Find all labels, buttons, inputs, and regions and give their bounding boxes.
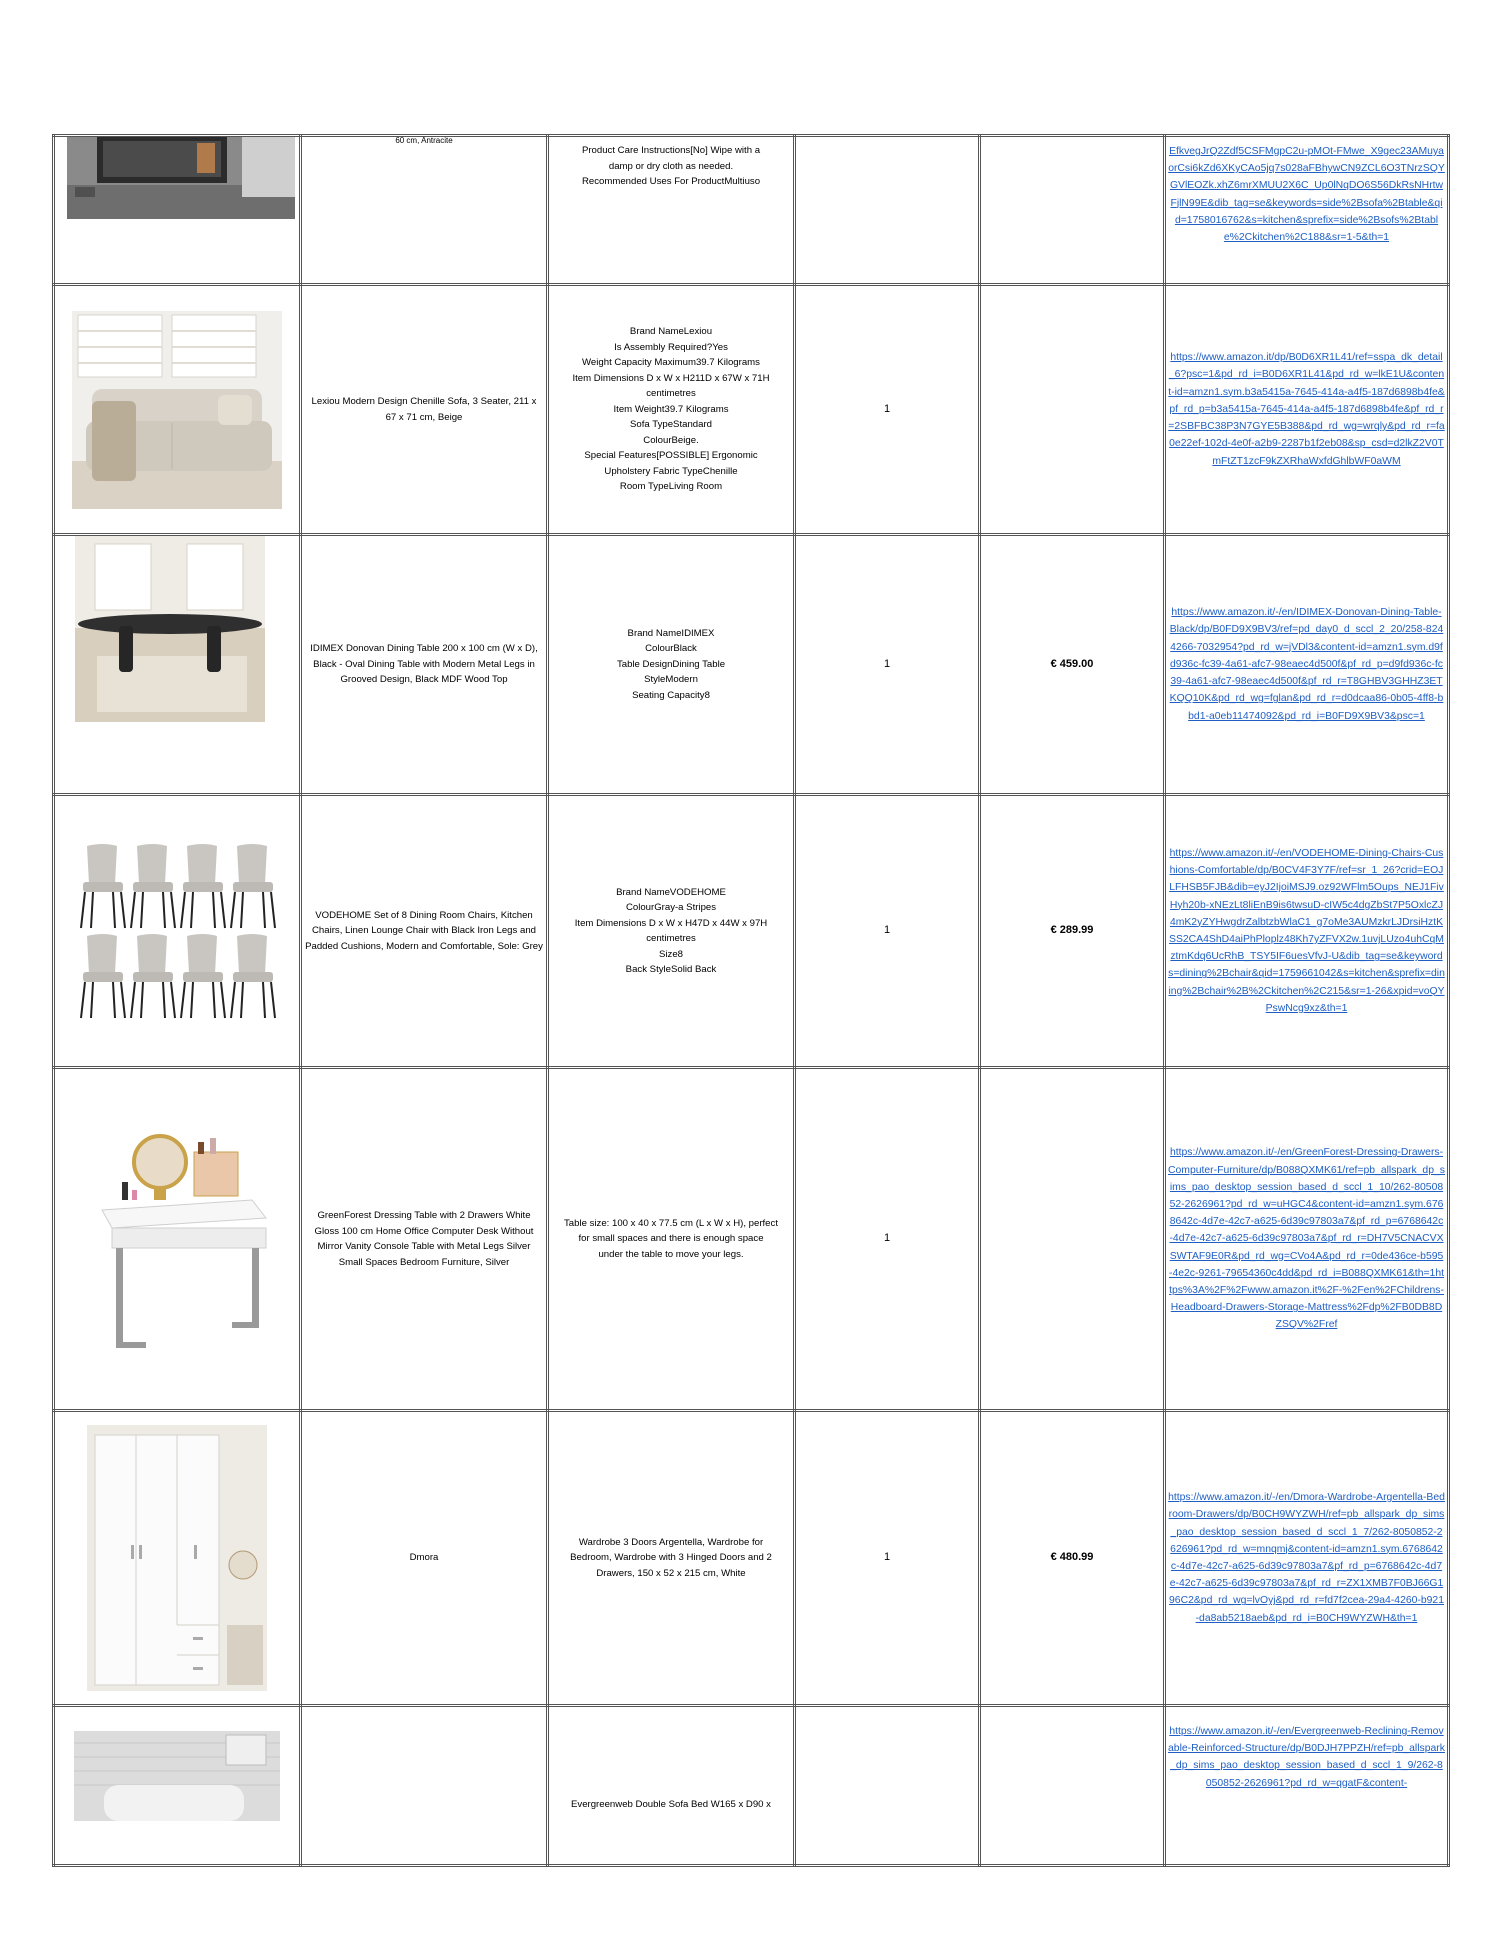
table-row bbox=[54, 795, 1449, 1068]
dining-table-photo bbox=[75, 536, 265, 722]
table-row bbox=[54, 1706, 1449, 1866]
product-sheet bbox=[52, 134, 1447, 1810]
product-image-cell bbox=[54, 1411, 301, 1706]
product-price: € 289.99 bbox=[980, 795, 1165, 1068]
product-image-cell bbox=[54, 795, 301, 1068]
wardrobe-photo bbox=[87, 1425, 267, 1691]
beige-sofa-photo bbox=[72, 311, 282, 509]
product-image-cell bbox=[54, 136, 301, 285]
table-row bbox=[54, 1068, 1449, 1411]
product-link-cell bbox=[1165, 1411, 1449, 1706]
table-row bbox=[54, 535, 1449, 795]
product-link-cell bbox=[1165, 535, 1449, 795]
table-row bbox=[54, 1411, 1449, 1706]
product-link[interactable]: https://www.amazon.it/-/en/Evergreenweb-Reclining-Removable-Reinforced-Structure/dp/B0DJH7PPZH/ref=pb_allspark_dp_sims_pao_desktop_session_based_d_sccl_1_9/262-8050852-2626961?pd_rd_w=qgatF&content- bbox=[1168, 1726, 1445, 1789]
product-link[interactable]: EfkvegJrQ2Zdf5CSFMgpC2u-pMOt-FMwe_X9gec23AMuyaorCsi6kZd6XKyCAo5jq7s028aFBhywCN9ZCL6O3TNrzSQYGVlEOZk.xhZ6mrXMUU2X6C_Up0lNqDO6S56DkRsNHrtwFjlN99E&dib_tag=se&keywords=side%2Bsofa%2Btable&qid=1758016762&s=kitchen&sprefix=side%2Bsofs%2Btable%2Ckitchen%2C188&sr=1-5&th=1 bbox=[1168, 146, 1445, 244]
sofa-bed-photo bbox=[74, 1731, 280, 1821]
product-price: € 480.99 bbox=[980, 1411, 1165, 1706]
product-table bbox=[52, 134, 1450, 1867]
product-quantity: 1 bbox=[795, 795, 980, 1068]
product-description: 60 cm, Antracite bbox=[301, 136, 548, 285]
product-link[interactable]: https://www.amazon.it/-/en/VODEHOME-Dining-Chairs-Cushions-Comfortable/dp/B0CV4F3Y7F/ref=sr_1_26?crid=EOJLFHSB5FJB&dib=eyJ2IjoiMSJ9.oz92WFlm5Oups_NEJ1FivHyh20b-xNEzLt8liEnB9is6twsuD-cIW5c4dgZbSt7P5OxlcZJ4mK2yZYHwgdrZalbtzbWlaC1_g7oMe3AUMzkrLJDrsiHztKSS2CA4ShD4aiPhPloplz48Kh7yZFVX2w.1uvjLUzo4uhCqMztmKdq6UcRhB_TSY5IF6uesVfvJ-U&dib_tag=se&keywords=dining%2Bchair&qid=1759661042&s=kitchen&sprefix=dining%2Bchair%2B%2Ckitchen%2C215&sr=1-26&xpid=voQYPswNcg9xz&th=1 bbox=[1168, 847, 1445, 1014]
product-link[interactable]: https://www.amazon.it/-/en/IDIMEX-Donovan-Dining-Table-Black/dp/B0FD9X9BV3/ref=pd_day0_d_sccl_2_20/258-8244266-7032954?pd_rd_w=jVDl3&content-id=amzn1.sym.d9fd936c-fc39-4a61-afc7-98eaec4d500f&pf_rd_p=d9fd936c-fc39-4a61-afc7-98eaec4d500f&pf_rd_r=T8GHBV3GHHZ3ETKQQ10K&pd_rd_wg=fglan&pd_rd_r=d0dcaa86-0b05-4ff8-bbd1-a0eb11474092&pd_rd_i=B0FD9X9BV3&psc=1 bbox=[1169, 607, 1444, 722]
product-quantity bbox=[795, 1706, 980, 1866]
product-quantity bbox=[795, 136, 980, 285]
product-price: € 459.00 bbox=[980, 535, 1165, 795]
product-details: Brand NameLexiou Is Assembly Required?Yes Weight Capacity Maximum39.7 Kilograms Item Dimensions D x W x H211D x 67W x 71H centimetres Item Weight39.7 Kilograms Sofa TypeStandard ColourBeige. Special Features[POSSIBLE] Ergonomic Upholstery Fabric TypeChenille Room TypeLiving Room bbox=[548, 285, 795, 535]
product-image-cell bbox=[54, 1068, 301, 1411]
product-details: Product Care Instructions[No] Wipe with a damp or dry cloth as needed. Recommended Uses For ProductMultiuso bbox=[548, 136, 795, 285]
product-image-cell bbox=[54, 1706, 301, 1866]
side-table-photo bbox=[67, 137, 295, 219]
product-link-cell bbox=[1165, 1706, 1449, 1866]
product-price bbox=[980, 1068, 1165, 1411]
product-price bbox=[980, 285, 1165, 535]
product-link[interactable]: https://www.amazon.it/-/en/GreenForest-Dressing-Drawers-Computer-Furniture/dp/B088QXMK61/ref=pb_allspark_dp_sims_pao_desktop_session_based_d_sccl_1_10/262-8050852-2626961?pd_rd_w=uHGC4&content-id=amzn1.sym.6768642c-4d7e-42c7-a625-6d39c97803a7&pf_rd_p=6768642c-4d7e-42c7-a625-6d39c97803a7&pf_rd_r=DH7V5CNACVXSWTAF9E0R&pd_rd_wg=CVo4A&pd_rd_r=0de436ce-b595-4e2c-9261-79654360c4dd&pd_rd_i=B088QXMK61&th=1https%3A%2F%2Fwww.amazon.it%2F-%2Fen%2FChildrens-Headboard-Drawers-Storage-Mattress%2Fdp%2FB0DB8DZSQV%2Fref bbox=[1168, 1147, 1445, 1331]
dining-chairs-photo bbox=[73, 838, 281, 1024]
product-link[interactable]: https://www.amazon.it/-/en/Dmora-Wardrobe-Argentella-Bedroom-Drawers/dp/B0CH9WYZWH/ref=pb_allspark_dp_sims_pao_desktop_session_based_d_sccl_1_7/262-8050852-2626961?pd_rd_w=mnqmj&content-id=amzn1.sym.6768642c-4d7e-42c7-a625-6d39c97803a7&pf_rd_p=6768642c-4d7e-42c7-a625-6d39c97803a7&pf_rd_r=ZX1XMB7F0BJ66G196C2&pd_rd_wg=lvOyj&pd_rd_r=fd7f2cea-29a4-4260-b921-da8ab5218aeb&pd_rd_i=B0CH9WYZWH&th=1 bbox=[1168, 1492, 1445, 1624]
product-description: GreenForest Dressing Table with 2 Drawers White Gloss 100 cm Home Office Computer Desk Without Mirror Vanity Console Table with Metal Legs Silver Small Spaces Bedroom Furniture, Silver bbox=[301, 1068, 548, 1411]
product-quantity: 1 bbox=[795, 1411, 980, 1706]
product-link[interactable]: https://www.amazon.it/dp/B0D6XR1L41/ref=sspa_dk_detail_6?psc=1&pd_rd_i=B0D6XR1L41&pd_rd_w=lkE1U&content-id=amzn1.sym.b3a5415a-7645-414a-a4f5-187d6898b4fe&pf_rd_p=b3a5415a-7645-414a-a4f5-187d6898b4fe&pf_rd_r=2SBFBC38P3N7GYE5B388&pd_rd_wg=wrqly&pd_rd_r=fa0e22ef-102d-4e0f-a2b9-2287b1f2eb08&sp_csd=d2lkZ2V0TmFtZT1zcF9kZXRhaWxfdGhlbWF0aWM bbox=[1168, 352, 1445, 467]
product-price bbox=[980, 136, 1165, 285]
product-details: Brand NameVODEHOME ColourGray-a Stripes Item Dimensions D x W x H47D x 44W x 97H centimetres Size8 Back StyleSolid Back bbox=[548, 795, 795, 1068]
product-details: Wardrobe 3 Doors Argentella, Wardrobe for Bedroom, Wardrobe with 3 Hinged Doors and 2 Drawers, 150 x 52 x 215 cm, White bbox=[548, 1411, 795, 1706]
product-description: Dmora bbox=[301, 1411, 548, 1706]
product-description: VODEHOME Set of 8 Dining Room Chairs, Kitchen Chairs, Linen Lounge Chair with Black Iron Legs and Padded Cushions, Modern and Comfortable, Sole: Grey bbox=[301, 795, 548, 1068]
product-details: Brand NameIDIMEX ColourBlack Table DesignDining Table StyleModern Seating Capacity8 bbox=[548, 535, 795, 795]
product-image-cell bbox=[54, 535, 301, 795]
table-row bbox=[54, 136, 1449, 285]
product-quantity: 1 bbox=[795, 285, 980, 535]
product-details: Table size: 100 x 40 x 77.5 cm (L x W x H), perfect for small spaces and there is enough space under the table to move your legs. bbox=[548, 1068, 795, 1411]
product-details: Evergreenweb Double Sofa Bed W165 x D90 x bbox=[548, 1706, 795, 1866]
table-row bbox=[54, 285, 1449, 535]
product-link-cell bbox=[1165, 285, 1449, 535]
product-link-cell bbox=[1165, 1068, 1449, 1411]
product-description: IDIMEX Donovan Dining Table 200 x 100 cm (W x D), Black - Oval Dining Table with Modern Metal Legs in Grooved Design, Black MDF Wood Top bbox=[301, 535, 548, 795]
product-image-cell bbox=[54, 285, 301, 535]
product-link-cell bbox=[1165, 795, 1449, 1068]
product-description: Lexiou Modern Design Chenille Sofa, 3 Seater, 211 x 67 x 71 cm, Beige bbox=[301, 285, 548, 535]
product-link-cell bbox=[1165, 136, 1449, 285]
product-quantity: 1 bbox=[795, 1068, 980, 1411]
product-price bbox=[980, 1706, 1165, 1866]
product-description bbox=[301, 1706, 548, 1866]
product-quantity: 1 bbox=[795, 535, 980, 795]
dressing-table-photo bbox=[82, 1124, 272, 1354]
